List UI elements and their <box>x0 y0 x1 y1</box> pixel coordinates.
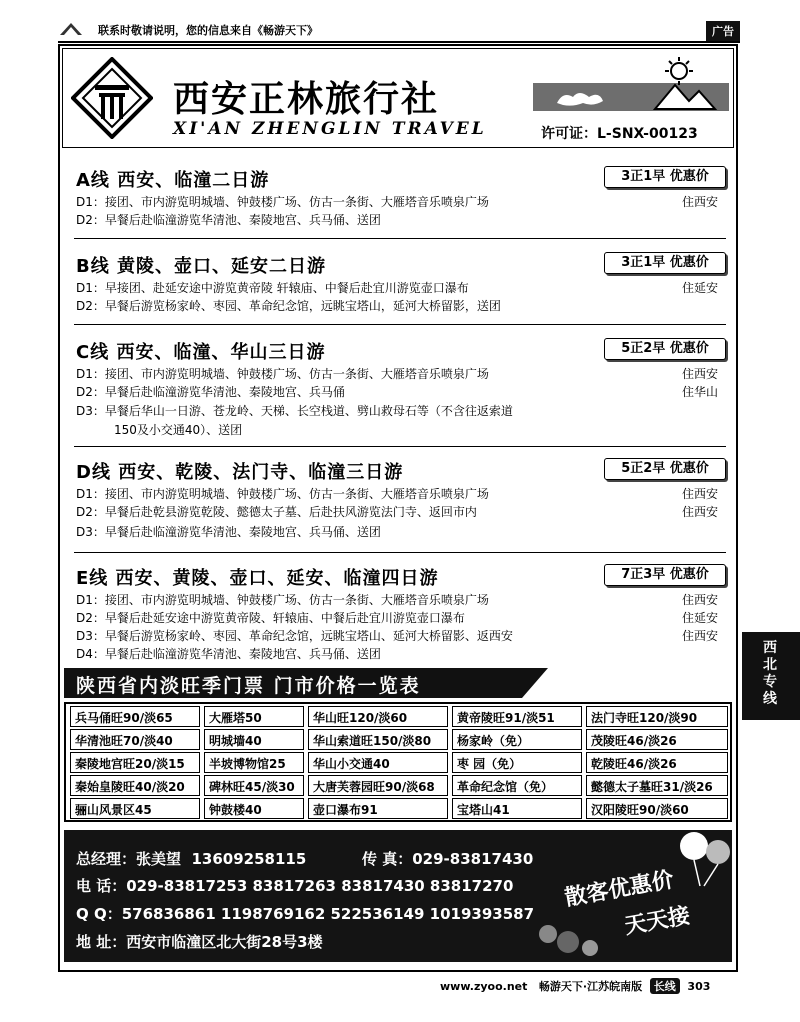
page-footer <box>440 978 710 994</box>
route-c <box>66 338 730 452</box>
ticket-cell: 黄帝陵旺91/淡51 <box>452 706 582 727</box>
ticket-cell: 华山旺120/淡60 <box>308 706 448 727</box>
stay-location: 住延安 <box>681 281 718 295</box>
manager-phone: 13609258115 <box>191 850 307 868</box>
itinerary-day: D3：早餐后赴临潼游览华清池、秦陵地宫、兵马俑、送团 <box>76 525 381 539</box>
ticket-cell: 乾陵旺46/淡26 <box>586 752 728 773</box>
ticket-cell: 宝塔山41 <box>452 798 582 819</box>
phone-row <box>76 875 513 896</box>
ticket-cell: 明城墙40 <box>204 729 304 750</box>
ticket-cell: 汉阳陵旺90/淡60 <box>586 798 728 819</box>
ticket-cell: 枣 园（免） <box>452 752 582 773</box>
itinerary-day: D1：接团、市内游览明城墙、钟鼓楼广场、仿古一条街、大雁塔音乐喷泉广场 <box>76 195 489 209</box>
manager-row <box>76 848 306 869</box>
route-b <box>66 252 730 332</box>
ticket-cell: 华山小交通40 <box>308 752 448 773</box>
divider <box>74 446 726 447</box>
slogan-line-2: 天天接 <box>622 902 693 940</box>
itinerary-day: D1：接团、市内游览明城墙、钟鼓楼广场、仿古一条街、大雁塔音乐喷泉广场 <box>76 367 489 381</box>
footer-tag: 长线 <box>650 978 680 994</box>
ticket-cell: 秦始皇陵旺40/淡20 <box>70 775 200 796</box>
route-price-badge: 3正1早 优惠价 <box>604 252 726 274</box>
ticket-price-table <box>64 702 732 822</box>
itinerary-day: D2：早餐后赴临潼游览华清池、秦陵地宫、兵马俑、送团 <box>76 213 381 227</box>
fax-number: 029-83817430 <box>412 850 534 868</box>
stay-location: 住西安 <box>681 629 718 643</box>
ticket-cell: 兵马俑旺90/淡65 <box>70 706 200 727</box>
manager-name: 张美望 <box>136 850 182 868</box>
route-e <box>66 564 730 664</box>
footer-publication: 畅游天下·江苏皖南版 <box>538 980 643 993</box>
company-header <box>62 48 734 148</box>
sun-mountain-icon <box>649 55 719 111</box>
ticket-cell: 骊山风景区45 <box>70 798 200 819</box>
magazine-logo-icon <box>58 21 84 37</box>
itinerary-day: D2：早餐后游览杨家岭、枣园、革命纪念馆，远眺宝塔山，延河大桥留影，送团 <box>76 299 501 313</box>
ticket-cell: 懿德太子墓旺31/淡26 <box>586 775 728 796</box>
cloud-icon <box>553 87 623 109</box>
ticket-table-header <box>64 668 732 698</box>
ticket-cell: 壶口瀑布91 <box>308 798 448 819</box>
header-corner <box>522 668 548 698</box>
ticket-cell: 华清池旺70/淡40 <box>70 729 200 750</box>
itinerary-day: D2：早餐后赴临潼游览华清池、秦陵地宫、兵马俑 <box>76 385 345 399</box>
top-bar <box>58 21 740 43</box>
footer-site: www.zyoo.net <box>440 980 528 993</box>
stay-location: 住西安 <box>681 367 718 381</box>
qq-label: Q Q： <box>76 905 122 923</box>
address-label: 地 址： <box>76 933 127 951</box>
address-text: 西安市临潼区北大街28号3楼 <box>126 933 323 951</box>
route-a <box>66 166 730 246</box>
stay-location: 住西安 <box>681 487 718 501</box>
qq-numbers: 576836861 1198769162 522536149 1019393587 <box>121 905 535 923</box>
ticket-cell: 碑林旺45/淡30 <box>204 775 304 796</box>
ticket-cell: 钟鼓楼40 <box>204 798 304 819</box>
itinerary-day: D1：接团、市内游览明城墙、钟鼓楼广场、仿古一条街、大雁塔音乐喷泉广场 <box>76 593 489 607</box>
company-name-cn: 西安正林旅行社 <box>173 78 440 120</box>
ticket-cell: 法门寺旺120/淡90 <box>586 706 728 727</box>
route-price-badge: 5正2早 优惠价 <box>604 458 726 480</box>
page-number: 303 <box>687 980 711 993</box>
route-d <box>66 458 730 558</box>
company-emblem-icon <box>71 57 153 139</box>
ticket-table-title: 陕西省内淡旺季门票 门市价格一览表 <box>76 675 421 697</box>
ad-label: 广告 <box>706 21 740 41</box>
itinerary-day: 150及小交通40）、送团 <box>114 423 243 437</box>
divider <box>74 552 726 553</box>
company-name-en: XI'AN ZHENGLIN TRAVEL <box>173 119 487 139</box>
ticket-cell: 茂陵旺46/淡26 <box>586 729 728 750</box>
ticket-cell: 半坡博物馆25 <box>204 752 304 773</box>
route-title: A线 西安、临潼二日游 <box>76 170 270 191</box>
divider <box>74 324 726 325</box>
itinerary-day: D1：早接团、赴延安途中游览黄帝陵 轩辕庙、中餐后赴宜川游览壶口瀑布 <box>76 281 469 295</box>
stay-location: 住西安 <box>681 505 718 519</box>
itinerary-day: D2：早餐后赴乾县游览乾陵、懿德太子墓、后赴扶风游览法门寺、返回市内 <box>76 505 477 519</box>
ticket-cell: 秦陵地宫旺20/淡15 <box>70 752 200 773</box>
stay-location: 住延安 <box>681 611 718 625</box>
route-price-badge: 7正3早 优惠价 <box>604 564 726 586</box>
itinerary-day: D3：早餐后游览杨家岭、枣园、革命纪念馆，远眺宝塔山、延河大桥留影、返西安 <box>76 629 513 643</box>
stay-location: 住西安 <box>681 593 718 607</box>
source-notice: 联系时敬请说明，您的信息来自《畅游天下》 <box>98 24 318 37</box>
phone-label: 电 话： <box>76 877 127 895</box>
address-row <box>76 931 323 952</box>
fax-label: 传 真： <box>362 850 413 868</box>
stay-location: 住西安 <box>681 195 718 209</box>
route-title: D线 西安、乾陵、法门寺、临潼三日游 <box>76 462 404 483</box>
header-fill <box>548 668 732 698</box>
slogan-line-1: 散客优惠价 <box>562 866 676 912</box>
route-price-badge: 5正2早 优惠价 <box>604 338 726 360</box>
ticket-cell: 大雁塔50 <box>204 706 304 727</box>
ticket-cell: 华山索道旺150/淡80 <box>308 729 448 750</box>
manager-label: 总经理： <box>76 850 137 868</box>
license-number: 许可证：L-SNX-00123 <box>541 126 698 142</box>
ticket-cell: 革命纪念馆（免） <box>452 775 582 796</box>
itinerary-day: D3：早餐后华山一日游、苍龙岭、天梯、长空栈道、劈山救母石等（不含往返索道 <box>76 404 513 418</box>
itinerary-day: D4：早餐后赴临潼游览华清池、秦陵地宫、兵马俑、送团 <box>76 647 381 661</box>
itinerary-day: D2：早餐后赴延安途中游览黄帝陵、轩辕庙、中餐后赴宜川游览壶口瀑布 <box>76 611 465 625</box>
balloons-icon <box>676 828 734 888</box>
contact-panel <box>64 830 732 962</box>
side-tab-label: 西北专线 <box>763 640 777 707</box>
route-title: C线 西安、临潼、华山三日游 <box>76 342 326 363</box>
itinerary-day: D1：接团、市内游览明城墙、钟鼓楼广场、仿古一条街、大雁塔音乐喷泉广场 <box>76 487 489 501</box>
route-price-badge: 3正1早 优惠价 <box>604 166 726 188</box>
route-title: E线 西安、黄陵、壶口、延安、临潼四日游 <box>76 568 439 589</box>
ticket-cell: 杨家岭（免） <box>452 729 582 750</box>
route-title: B线 黄陵、壶口、延安二日游 <box>76 256 326 277</box>
stay-location: 住华山 <box>681 385 718 399</box>
qq-row <box>76 903 534 924</box>
divider <box>74 238 726 239</box>
section-side-tab <box>742 632 800 720</box>
fax-row <box>362 848 533 869</box>
ticket-cell: 大唐芙蓉园旺90/淡68 <box>308 775 448 796</box>
phone-numbers: 029-83817253 83817263 83817430 83817270 <box>126 877 514 895</box>
